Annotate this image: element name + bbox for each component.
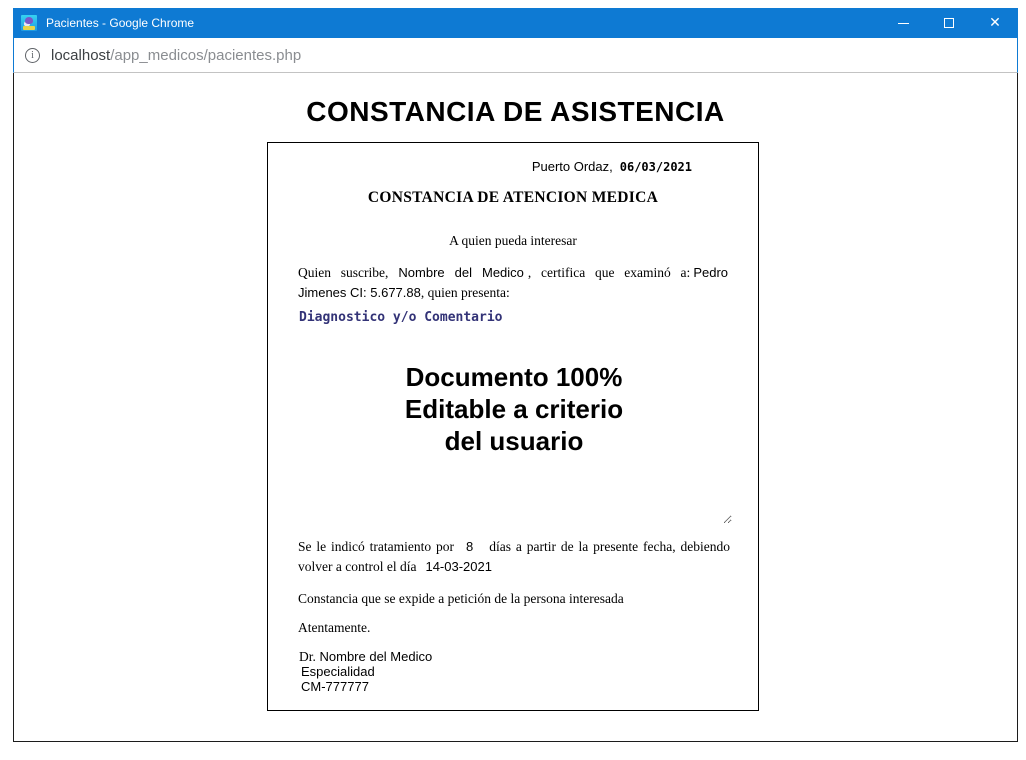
request-line: Constancia que se expide a petición de la persona interesada (298, 591, 624, 606)
maximize-icon (944, 18, 954, 28)
page-content (13, 73, 1018, 742)
patient-name: Pedro Jimenes CI: 5.677.88 (298, 265, 729, 300)
signature-specialty: Especialidad (301, 664, 375, 679)
signature-prefix: Dr. (299, 649, 316, 664)
doctor-name: Nombre del Medico (398, 265, 524, 280)
salutation: A quien pueda interesar (449, 233, 577, 248)
document-date-line (268, 159, 758, 174)
city-label: Puerto Ordaz, (531, 159, 613, 174)
return-date: 14-03-2021 (425, 559, 492, 574)
minimize-button[interactable] (880, 8, 926, 38)
diagnosis-textarea[interactable] (296, 349, 732, 524)
signature-name-line (299, 649, 758, 664)
intro-paragraph (298, 263, 728, 303)
window-controls (880, 8, 1018, 38)
address-bar[interactable] (13, 38, 1018, 73)
maximize-button[interactable] (926, 8, 972, 38)
issue-date: 06/03/2021 (619, 160, 692, 174)
page-info-icon[interactable]: i (25, 48, 40, 63)
close-icon: ✕ (989, 15, 1001, 31)
signature-block (299, 649, 758, 694)
url-host: localhost (51, 46, 111, 64)
close-button[interactable] (972, 8, 1018, 38)
signature-doctor-name: Nombre del Medico (319, 649, 433, 664)
treatment-days: 8 (466, 539, 474, 554)
closing-line: Atentamente. (298, 620, 371, 635)
window-title: Pacientes - Google Chrome (46, 16, 195, 30)
treatment-lead: Se le indicó tratamiento por (298, 539, 455, 554)
document-title: CONSTANCIA DE ATENCION MEDICA (367, 189, 659, 206)
signature-license: CM-777777 (301, 679, 369, 694)
url-path: /app_medicos/pacientes.php (110, 46, 302, 64)
titlebar (13, 8, 1018, 38)
page-title: CONSTANCIA DE ASISTENCIA (306, 96, 725, 127)
intro-tail: , quien presenta: (420, 285, 510, 300)
certificate-document (267, 142, 759, 711)
treatment-mid: días a partir de la presente fecha, debiendo volver a control el día (298, 539, 730, 574)
favicon-icon (21, 15, 37, 31)
browser-window (13, 8, 1018, 742)
url-text[interactable] (51, 47, 301, 64)
intro-mid: , certifica que examinó a: (527, 265, 691, 280)
treatment-paragraph (298, 537, 730, 577)
intro-lead: Quien suscribe, (298, 265, 389, 280)
minimize-icon (898, 23, 909, 24)
diagnosis-label: Diagnostico y/o Comentario (299, 310, 503, 325)
